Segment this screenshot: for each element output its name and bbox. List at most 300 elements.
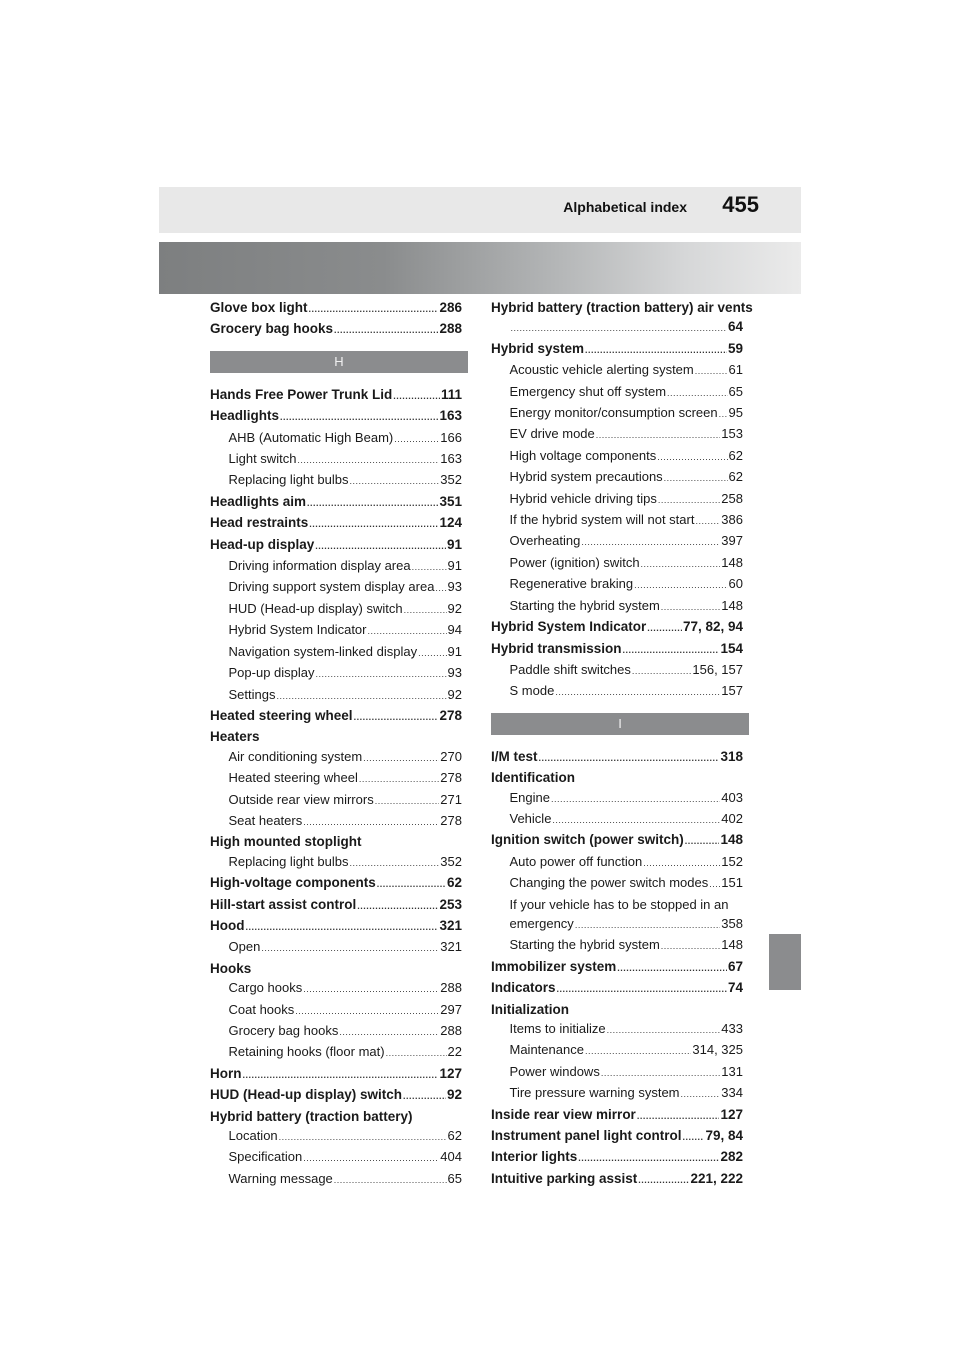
index-page-ref: 67 [727, 958, 743, 974]
index-page-ref: 386 [721, 512, 743, 528]
index-heading [210, 832, 462, 851]
index-page-ref: 62 [447, 1128, 462, 1144]
leader-dots [412, 558, 447, 577]
index-heading-text: Hooks [210, 960, 252, 976]
index-entry-text: Hybrid System Indicator [491, 619, 647, 635]
index-heading-text: Initialization [491, 1001, 570, 1017]
index-subentry [210, 1042, 462, 1063]
index-subentry [491, 360, 743, 381]
leader-dots [307, 494, 438, 513]
index-page-ref: 79, 84 [705, 1128, 743, 1144]
index-subentry [491, 510, 743, 531]
index-entry-text: EV drive mode [509, 426, 595, 442]
index-heading-text: Hybrid battery (traction battery) [210, 1108, 413, 1124]
leader-dots [375, 792, 440, 811]
right-top-entries [491, 339, 743, 703]
leader-dots [511, 319, 727, 338]
index-page-ref: 65 [728, 383, 743, 399]
decorative-gradient-band [159, 242, 801, 294]
index-page-ref: 297 [440, 1001, 462, 1017]
index-page-ref: 62 [728, 447, 743, 463]
index-page-ref: 258 [721, 490, 743, 506]
index-page-ref: 91 [446, 536, 462, 552]
leader-dots [657, 448, 727, 467]
index-subentry [210, 556, 462, 577]
index-subentry [210, 852, 462, 873]
index-subentry [210, 768, 462, 789]
index-subentry [210, 1126, 462, 1147]
index-subentry [491, 788, 743, 809]
index-page-ref: 351 [439, 493, 462, 509]
index-subentry [491, 660, 743, 681]
index-page-ref: 92 [447, 600, 462, 616]
index-subentry [491, 809, 743, 830]
index-entry [491, 1147, 743, 1168]
index-entry [210, 513, 462, 534]
index-page-ref: 403 [721, 789, 743, 805]
index-subentry [491, 489, 743, 510]
leader-dots [585, 1042, 691, 1061]
leader-dots [334, 1171, 447, 1190]
leader-dots [386, 1044, 447, 1063]
leader-dots [261, 939, 439, 958]
leader-dots [280, 408, 438, 427]
index-entry-text: Maintenance [509, 1042, 584, 1058]
leader-dots [309, 300, 439, 319]
index-entry-text: Ignition switch (power switch) [491, 832, 684, 848]
leader-dots [309, 515, 438, 534]
index-entry-text: High-voltage components [210, 875, 376, 891]
index-entry-text: Indicators [491, 980, 556, 996]
index-entry-text: Headlights [210, 408, 280, 424]
index-entry-text: Grocery bag hooks [228, 1023, 339, 1038]
page-number: 455 [722, 192, 759, 217]
index-subentry [491, 382, 743, 403]
index-entry-text: Instrument panel light control [491, 1128, 682, 1144]
leader-dots [637, 1107, 720, 1126]
index-page-ref: 22 [447, 1044, 462, 1060]
leader-dots [634, 576, 727, 595]
index-entry-text: Hybrid system [491, 340, 585, 356]
page-header [159, 187, 801, 233]
index-page-ref: 61 [728, 362, 743, 378]
index-subentry [491, 403, 743, 424]
index-entry-text: Inside rear view mirror [491, 1106, 636, 1122]
index-page-ref: 318 [720, 748, 743, 764]
index-entry-text: HUD (Head-up display) switch [210, 1087, 403, 1103]
leader-dots [303, 1149, 439, 1168]
leader-dots [297, 451, 439, 470]
index-entry-text: Seat heaters [228, 812, 303, 828]
index-page-ref: 163 [439, 408, 462, 424]
index-page-ref: 92 [446, 1087, 462, 1103]
index-page-ref: 152 [721, 853, 743, 869]
index-subentry [210, 1021, 462, 1042]
index-subentry [491, 446, 743, 467]
index-subentry [210, 428, 462, 449]
leader-dots [601, 1064, 720, 1083]
index-entry-text: Hill-start assist control [210, 896, 357, 912]
index-entry-text: Paddle shift switches [509, 661, 631, 677]
leader-dots [647, 619, 682, 638]
index-page-ref: 288 [440, 1023, 462, 1038]
index-entry-wrapped-i: If your vehicle has to be stopped in an [509, 896, 729, 912]
index-subentry [491, 935, 743, 956]
index-entry-text: Warning message [228, 1170, 333, 1186]
index-subentry [210, 937, 462, 958]
index-subentry [210, 1169, 462, 1190]
index-entry-text: Air conditioning system [228, 748, 363, 764]
index-entry-wrapped-i-cont: emergency ..... 358 [491, 914, 743, 935]
leader-dots [623, 641, 720, 660]
index-page-ref: 148 [721, 597, 743, 613]
index-page-ref: 62 [728, 469, 743, 485]
index-page-ref: 402 [721, 810, 743, 826]
leader-dots [551, 790, 720, 809]
index-column-left [210, 298, 462, 1190]
index-entry-text: Hood [210, 917, 245, 933]
index-page-ref: 127 [439, 1065, 462, 1081]
index-page-ref: 288 [440, 980, 462, 996]
leader-dots [617, 959, 727, 978]
leader-dots [585, 341, 727, 360]
index-entry-text: Hybrid System Indicator [228, 622, 367, 638]
index-page-ref: 124 [439, 515, 462, 531]
index-subentry [210, 747, 462, 768]
index-entry-text: Power (ignition) switch [509, 554, 640, 570]
index-page-ref: 163 [440, 451, 462, 467]
index-entry [491, 1126, 743, 1147]
index-entry-text: Vehicle [509, 810, 552, 826]
index-page-ref: 93 [447, 665, 462, 681]
leader-dots [709, 875, 720, 894]
index-page-ref: 282 [720, 1149, 743, 1165]
leader-dots [596, 426, 721, 445]
index-entry-text: Navigation system-linked display [228, 643, 418, 659]
index-page-ref: 288 [439, 321, 462, 337]
index-entry-text: Hands Free Power Trunk Lid [210, 386, 393, 402]
leader-dots [683, 1128, 705, 1147]
index-entry-text: Emergency shut off system [509, 383, 667, 399]
leader-dots [667, 384, 727, 403]
index-entry [210, 385, 462, 406]
index-entry [210, 873, 462, 894]
index-page-ref: 321 [440, 939, 462, 955]
index-heading [491, 768, 743, 787]
index-entry-text: Replacing light bulbs [228, 853, 349, 869]
leader-dots [435, 579, 446, 598]
leader-dots [246, 918, 439, 937]
chapter-thumb-tab [769, 934, 801, 990]
index-entry [210, 492, 462, 513]
index-entry-text: Interior lights [491, 1149, 578, 1165]
index-page-ref: 352 [440, 853, 462, 869]
index-page-ref: 157 [721, 683, 743, 699]
index-entry [491, 617, 743, 638]
leader-dots [719, 405, 728, 424]
leader-dots [303, 813, 439, 832]
index-page-ref: 321 [439, 917, 462, 933]
index-subentry [210, 577, 462, 598]
leader-dots [295, 1002, 439, 1021]
index-page-ref: 433 [721, 1021, 743, 1036]
index-subentry [210, 978, 462, 999]
index-entry-text: Driving information display area [228, 558, 411, 574]
index-subentry [210, 790, 462, 811]
index-page-ref: 60 [728, 576, 743, 592]
index-page-ref: 271 [440, 791, 462, 807]
index-subentry [491, 1083, 743, 1104]
index-page-ref: 153 [721, 426, 743, 442]
leader-dots [681, 1085, 721, 1104]
index-subentry [491, 1062, 743, 1083]
leader-dots [377, 875, 446, 894]
index-page-ref: 127 [720, 1106, 743, 1122]
index-entry [210, 1064, 462, 1085]
index-entry-text: Hybrid system precautions [509, 469, 663, 485]
index-subentry [210, 1147, 462, 1168]
index-entry [210, 916, 462, 937]
index-subentry [491, 681, 743, 702]
index-page-ref: 270 [440, 748, 462, 764]
leader-dots [539, 749, 720, 768]
leader-dots [334, 321, 438, 340]
index-entry-text: Heated steering wheel [228, 770, 358, 786]
index-subentry [210, 599, 462, 620]
leader-dots [661, 937, 721, 956]
index-subentry [491, 873, 743, 894]
index-entry-text: Starting the hybrid system [509, 597, 660, 613]
leader-dots [695, 362, 728, 381]
index-entry [491, 339, 743, 360]
index-entry-text: Coat hooks [228, 1001, 295, 1017]
leader-dots [552, 811, 720, 830]
index-heading [210, 959, 462, 978]
index-subentry [210, 642, 462, 663]
index-entry [491, 978, 743, 999]
leader-dots [349, 854, 439, 873]
index-subentry [210, 1000, 462, 1021]
index-entry-text: Power windows [509, 1063, 600, 1079]
index-entry [210, 319, 462, 340]
index-page-ref: 77, 82, 94 [682, 619, 743, 635]
index-page-ref: 404 [440, 1149, 462, 1165]
leader-dots [632, 662, 691, 681]
index-entry-text: Replacing light bulbs [228, 472, 349, 488]
leader-dots [394, 430, 439, 449]
leader-dots [276, 687, 446, 706]
section-i-entries-a [491, 747, 743, 895]
index-entry [491, 830, 743, 851]
index-entry-text: Pop-up display [228, 665, 315, 681]
index-page-ref: 95 [728, 405, 743, 421]
index-entry-text: Specification [228, 1149, 303, 1165]
index-column-right [491, 298, 753, 1190]
leader-dots [303, 980, 439, 999]
index-subentry [210, 470, 462, 491]
index-subentry [210, 685, 462, 706]
index-entry [491, 747, 743, 768]
leader-dots [695, 512, 720, 531]
leader-dots [316, 665, 447, 684]
leader-dots [555, 683, 720, 702]
index-page-ref: 148 [720, 832, 743, 848]
index-entry-text: Horn [210, 1065, 242, 1081]
section-header-i: I [491, 713, 749, 735]
index-entry-text: Light switch [228, 451, 297, 467]
index-entry-text: Overheating [509, 533, 581, 549]
index-entry-wrapped-cont: ..... 64 [491, 317, 743, 338]
index-page-ref: 397 [721, 533, 743, 549]
index-entry-wrapped: Hybrid battery (traction battery) air vents [491, 300, 753, 315]
index-entry-text: S mode [509, 683, 555, 699]
header-title: Alphabetical index [563, 199, 687, 215]
index-entry-text: Location [228, 1128, 278, 1144]
index-entry-text: Engine [509, 789, 550, 805]
index-entry [210, 406, 462, 427]
index-page-ref: 156, 157 [692, 661, 743, 677]
index-entry-text: Retaining hooks (floor mat) [228, 1044, 385, 1060]
leader-dots [607, 1021, 721, 1040]
index-entry-text: Head-up display [210, 536, 315, 552]
index-entry-text: Energy monitor/consumption screen [509, 405, 718, 421]
index-heading-text: High mounted stoplight [210, 834, 362, 850]
index-page-ref: 154 [720, 640, 743, 656]
index-page-ref: 278 [439, 707, 462, 723]
index-subentry [491, 574, 743, 595]
leader-dots [664, 469, 728, 488]
leader-dots [578, 1149, 719, 1168]
index-page-ref: 91 [447, 558, 462, 574]
index-entry [491, 1105, 743, 1126]
index-entry-text: Immobilizer system [491, 958, 617, 974]
index-entry-text: High voltage components [509, 447, 657, 463]
index-subentry [210, 663, 462, 684]
index-entry-text: Hybrid vehicle driving tips [509, 490, 657, 506]
index-subentry [491, 596, 743, 617]
leader-dots [279, 1128, 447, 1147]
leader-dots [339, 1023, 439, 1042]
index-page-ref: 352 [440, 472, 462, 488]
index-page-ref: 253 [439, 896, 462, 912]
index-page-ref: 221, 222 [690, 1170, 743, 1186]
index-entry-text: AHB (Automatic High Beam) [228, 429, 394, 445]
index-page-ref: 278 [440, 770, 462, 786]
index-entry-text: If the hybrid system will not start [509, 512, 695, 528]
index-heading-text: Identification [491, 770, 575, 786]
index-page-ref: 166 [440, 429, 462, 445]
leader-dots [658, 491, 720, 510]
index-entry-text: I/M test [491, 748, 538, 764]
index-page-ref: 148 [721, 554, 743, 570]
index-page-ref: 65 [447, 1170, 462, 1186]
index-page-ref: 148 [721, 937, 743, 953]
leader-dots [661, 598, 721, 617]
index-subentry [491, 424, 743, 445]
index-entry-text: Acoustic vehicle alerting system [509, 362, 694, 378]
leader-dots [349, 472, 439, 491]
index-heading [491, 1000, 743, 1019]
index-page-ref: 286 [439, 300, 462, 315]
index-subentry [210, 449, 462, 470]
index-page-ref: 91 [447, 643, 462, 659]
index-entry-text: HUD (Head-up display) switch [228, 600, 403, 616]
index-entry-text: Grocery bag hooks [210, 321, 334, 337]
index-page-ref: 314, 325 [692, 1042, 743, 1058]
index-entry-text: Cargo hooks [228, 980, 303, 996]
left-top-entries [210, 298, 462, 341]
index-subentry [491, 531, 743, 552]
leader-dots [368, 622, 447, 641]
leader-dots [403, 1087, 446, 1106]
leader-dots [243, 1066, 439, 1085]
leader-dots [418, 644, 446, 663]
index-page-ref: 334 [721, 1085, 743, 1101]
index-subentry [491, 1040, 743, 1061]
index-page-ref: 151 [721, 875, 743, 891]
leader-dots [638, 1171, 689, 1190]
index-subentry [491, 852, 743, 873]
index-heading [210, 1107, 462, 1126]
index-entry-text: Changing the power switch modes [509, 875, 709, 891]
index-entry-text: Headlights aim [210, 493, 307, 509]
index-page-ref: 74 [727, 980, 743, 996]
leader-dots [315, 537, 446, 556]
index-entry [210, 1085, 462, 1106]
index-subentry [491, 553, 743, 574]
leader-dots [685, 832, 720, 851]
index-entry-text: Open [228, 939, 261, 955]
section-h-entries [210, 385, 462, 1190]
leader-dots [581, 533, 720, 552]
index-entry-text: Items to initialize [509, 1021, 606, 1036]
index-subentry [491, 1019, 743, 1040]
section-i-entries-b [491, 935, 743, 1190]
leader-dots [354, 708, 439, 727]
index-page-ref: 278 [440, 812, 462, 828]
index-entry-text: Outside rear view mirrors [228, 791, 374, 807]
index-page-ref: 111 [440, 386, 462, 402]
index-entry-text: Auto power off function [509, 853, 643, 869]
leader-dots [643, 854, 720, 873]
index-page-ref: 131 [721, 1063, 743, 1079]
index-entry [210, 298, 462, 319]
index-subentry [210, 811, 462, 832]
leader-dots [575, 916, 720, 935]
index-page-ref: 93 [447, 579, 462, 595]
index-entry [491, 1169, 743, 1190]
index-entry-text: Tire pressure warning system [509, 1085, 680, 1101]
leader-dots [393, 387, 440, 406]
leader-dots [363, 749, 439, 768]
section-header-h: H [210, 351, 468, 373]
index-page-ref: 62 [446, 875, 462, 891]
index-entry-text: Starting the hybrid system [509, 937, 660, 953]
index-heading [210, 727, 462, 746]
index-entry-text: Glove box light [210, 300, 308, 315]
index-entry-text: Driving support system display area [228, 579, 435, 595]
index-page-ref: 59 [727, 340, 743, 356]
index-subentry [491, 467, 743, 488]
index-entry-text: Settings [228, 686, 276, 702]
index-entry [210, 706, 462, 727]
index-page-ref: 92 [447, 686, 462, 702]
index-entry-text: Heated steering wheel [210, 707, 353, 723]
index-subentry [210, 620, 462, 641]
index-entry [491, 639, 743, 660]
index-entry [210, 895, 462, 916]
index-entry-text: Intuitive parking assist [491, 1170, 638, 1186]
